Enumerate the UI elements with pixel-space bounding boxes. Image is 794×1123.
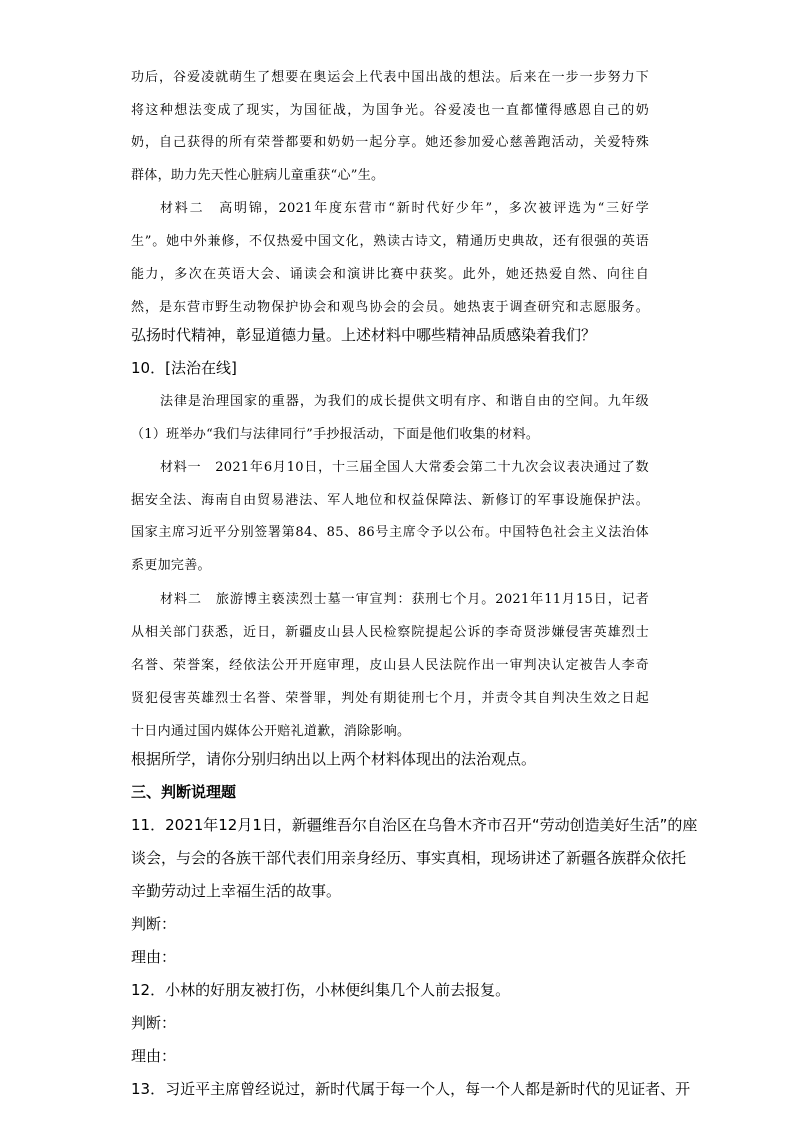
question-text: 13．习近平主席曾经说过，新时代属于每一个人，每一个人都是新时代的见证者、开 (131, 1080, 691, 1098)
paragraph-line: 十日内通过国内媒体公开赔礼道歉，消除影响。 (131, 724, 411, 739)
paragraph-line: 群体，助力先天性心脏病儿童重获“心”生。 (131, 168, 385, 183)
question-text: 谈会，与会的各族干部代表们用亲身经历、事实真相，现场讲述了新疆各族群众依托 (131, 849, 687, 867)
judgment-label: 判断： (131, 915, 177, 933)
reason-label: 理由： (131, 948, 177, 966)
paragraph-line: 奶，自己获得的所有荣誉都要和奶奶一起分享。她还参加爱心慈善跑活动，关爱特殊 (131, 135, 649, 150)
question-text: 辛勤劳动过上幸福生活的故事。 (131, 882, 342, 900)
judgment-label: 判断： (131, 1014, 177, 1032)
paragraph-line: 贤犯侵害英雄烈士名誉、荣誉罪，判处有期徒刑七个月，并责令其自判决生效之日起 (131, 691, 649, 706)
paragraph-line: 能力，多次在英语大会、诵读会和演讲比赛中获奖。此外，她还热爱自然、向往自 (131, 267, 649, 282)
question-text: 12．小林的好朋友被打伤，小林便纠集几个人前去报复。 (131, 981, 511, 999)
paragraph-line: 将这种想法变成了现实，为国征战，为国争光。谷爱凌也一直都懂得感恩自己的奶 (131, 103, 649, 118)
question-text: 11．2021年12月1日，新疆维吾尔自治区在乌鲁木齐市召开“劳动创造美好生活”的座 (131, 816, 698, 834)
paragraph-line: 国家主席习近平分别签署第84、85、86号主席令予以公布。中国特色社会主义法治体 (131, 525, 649, 540)
paragraph-line: 然，是东营市野生动物保护协会和观鸟协会的会员。她热衷于调查研究和志愿服务。 (131, 300, 649, 315)
paragraph-line: 材料二 旅游博主亵渎烈士墓一审宣判：获刑七个月。2021年11月15日，记者 (160, 592, 649, 607)
paragraph-line: 从相关部门获悉，近日，新疆皮山县人民检察院提起公诉的李奇贤涉嫌侵害英雄烈士 (131, 625, 649, 640)
question-prompt: 弘扬时代精神，彰显道德力量。上述材料中哪些精神品质感染着我们？ (131, 326, 597, 344)
paragraph-line: 系更加完善。 (131, 558, 211, 573)
section-heading: 三、判断说理题 (131, 783, 237, 801)
paragraph-line: （1）班举办“我们与法律同行”手抄报活动，下面是他们收集的材料。 (131, 427, 540, 442)
paragraph-line: 法律是治理国家的重器，为我们的成长提供文明有序、和谐自由的空间。九年级 (160, 394, 649, 409)
paragraph-line: 功后，谷爱凌就萌生了想要在奥运会上代表中国出战的想法。后来在一步一步努力下 (131, 70, 649, 85)
paragraph-line: 据安全法、海南自由贸易港法、军人地位和权益保障法、新修订的军事设施保护法。 (131, 493, 649, 508)
paragraph-line: 生”。她中外兼修，不仅热爱中国文化，熟读古诗文，精通历史典故，还有很强的英语 (131, 234, 649, 249)
paragraph-line: 材料一 2021年6月10日，十三届全国人大常委会第二十九次会议表决通过了数 (160, 460, 649, 475)
reason-label: 理由： (131, 1047, 177, 1065)
paragraph-line: 材料二 高明锦，2021年度东营市“新时代好少年”，多次被评选为“三好学 (160, 201, 649, 216)
paragraph-line: 名誉、荣誉案，经依法公开开庭审理，皮山县人民法院作出一审判决认定被告人李奇 (131, 658, 649, 673)
question-number: 10．[法治在线] (131, 359, 237, 377)
question-prompt: 根据所学，请你分别归纳出以上两个材料体现出的法治观点。 (131, 750, 537, 768)
